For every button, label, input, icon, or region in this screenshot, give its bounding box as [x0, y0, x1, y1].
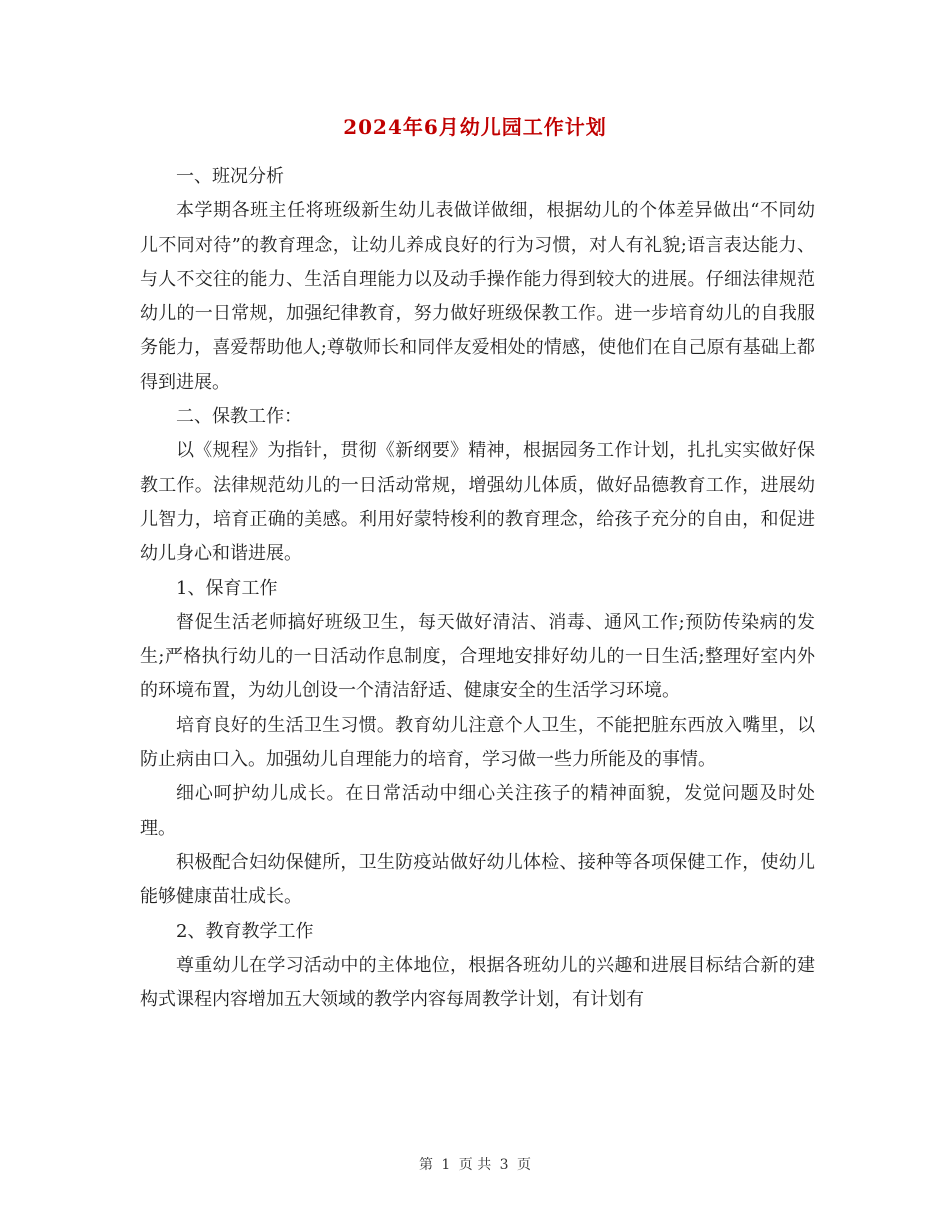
paragraph-care-education: 以《规程》为指针，贯彻《新纲要》精神，根据园务工作计划，扎扎实实做好保教工作。法律规范幼儿的一日活动常规，增强幼儿体质，做好品德教育工作，进展幼儿智力，培育正确的美感。利用好蒙特梭利的教育理念，给孩子充分的自由，和促进幼儿身心和谐进展。: [140, 440, 815, 565]
section-heading-care-education: 二、保教工作：: [176, 406, 302, 428]
page-label-prefix: 第: [418, 1157, 433, 1173]
page-label-suffix: 页: [517, 1157, 532, 1173]
subheading-teaching-work: 2、教育教学工作: [176, 920, 314, 942]
total-pages-number: 3: [499, 1157, 509, 1173]
page-label-mid: 页 共: [458, 1157, 492, 1173]
paragraph-hygiene-habits: 培育良好的生活卫生习惯。教育幼儿注意个人卫生，不能把脏东西放入嘴里，以防止病由口入。加强幼儿自理能力的培育，学习做一些力所能及的事情。: [140, 714, 815, 771]
section-heading-class-analysis: 一、班况分析: [176, 166, 284, 187]
paragraph-health-checks: 积极配合妇幼保健所，卫生防疫站做好幼儿体检、接种等各项保健工作，使幼儿能够健康苗壮成长。: [140, 851, 815, 908]
paragraph-teaching-work: 尊重幼儿在学习活动中的主体地位，根据各班幼儿的兴趣和进展目标结合新的建构式课程内容增加五大领域的教学内容每周教学计划，有计划有: [140, 954, 815, 1011]
paragraph-care-growth: 细心呵护幼儿成长。在日常活动中细心关注孩子的精神面貌，发觉问题及时处理。: [140, 783, 815, 839]
document-title: 2024年6月幼儿园工作计划: [343, 115, 607, 139]
paragraph-class-analysis: 本学期各班主任将班级新生幼儿表做详做细，根据幼儿的个体差异做出“不同幼儿不同对待”的教育理念，让幼儿养成良好的行为习惯，对人有礼貌;语言表达能力、与人不交往的能力、生活自理能力以及动手操作能力得到较大的进展。仔细法律规范幼儿的一日常规，加强纪律教育，努力做好班级保教工作。进一步培育幼儿的自我服务能力，喜爱帮助他人;尊敬师长和同伴友爱相处的情感，使他们在自己原有基础上都得到进展。: [140, 200, 815, 393]
paragraph-nursing-hygiene: 督促生活老师搞好班级卫生，每天做好清洁、消毒、通风工作;预防传染病的发生;严格执行幼儿的一日活动作息制度，合理地安排好幼儿的一日生活;整理好室内外的环境布置，为幼儿创设一个清洁舒适、健康安全的生活学习环境。: [140, 611, 816, 702]
subheading-nursing-work: 1、保育工作: [176, 577, 278, 599]
document-body: [140, 160, 815, 1017]
page-footer: [0, 1154, 950, 1174]
current-page-number: 1: [441, 1157, 451, 1173]
